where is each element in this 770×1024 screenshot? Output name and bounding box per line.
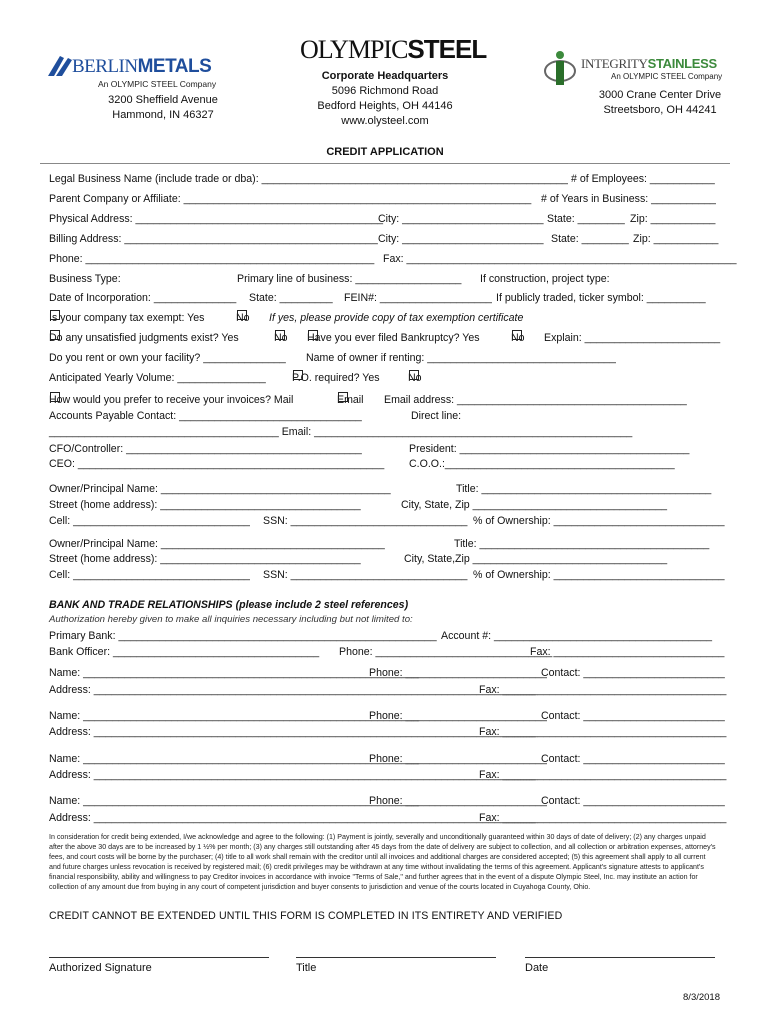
judgments-no-label: No bbox=[274, 332, 288, 344]
owner2-ssn-field[interactable]: SSN: ______________________________ bbox=[263, 569, 468, 581]
berlin-logo-text: BERLIN bbox=[72, 56, 138, 77]
authorization-note: Authorization hereby given to make all inquiries necessary including but not limited to: bbox=[49, 614, 413, 625]
title-line[interactable] bbox=[296, 957, 496, 958]
president-field[interactable]: President: _______________________________________ bbox=[409, 443, 690, 455]
physical-state-field[interactable]: State: ________ bbox=[547, 213, 625, 225]
invoice-email-label: Email bbox=[337, 394, 364, 406]
owner2-street-field[interactable]: Street (home address): __________________________________ bbox=[49, 553, 361, 565]
integrity-logo-text: INTEGRITY bbox=[581, 56, 648, 71]
owner2-name-field[interactable]: Owner/Principal Name: ______________________________________ bbox=[49, 538, 385, 550]
bank-officer-field[interactable]: Bank Officer: ___________________________________ bbox=[49, 646, 320, 658]
berlin-address-1: 3200 Sheffield Avenue bbox=[108, 94, 218, 106]
reference4-phone-field[interactable]: Phone: ________________________ bbox=[369, 795, 547, 807]
judgments-no-checkbox[interactable] bbox=[275, 330, 285, 340]
bank-fax-field[interactable]: Fax: _____________________________ bbox=[530, 646, 725, 658]
authorized-signature-label: Authorized Signature bbox=[49, 962, 152, 974]
reference4-contact-field[interactable]: Contact: ________________________ bbox=[541, 795, 725, 807]
invoice-preference-label: How would you prefer to receive your invoices? Mail bbox=[49, 394, 294, 406]
tax-exempt-no-checkbox[interactable] bbox=[237, 310, 247, 320]
ticker-symbol-field[interactable]: If publicly traded, ticker symbol: __________ bbox=[496, 292, 706, 304]
reference1-contact-field[interactable]: Contact: ________________________ bbox=[541, 667, 725, 679]
tax-exempt-label: Is your company tax exempt: Yes bbox=[49, 312, 205, 324]
ap-email-field[interactable]: _______________________________________ Email: ______________________________________________________ bbox=[49, 426, 633, 438]
judgments-label: Do any unsatisfied judgments exist? Yes bbox=[49, 332, 239, 344]
billing-state-field[interactable]: State: ________ bbox=[551, 233, 629, 245]
business-type-label: Business Type: bbox=[49, 273, 121, 285]
reference2-address-field[interactable]: Address: ___________________________________________________________________________ bbox=[49, 726, 536, 738]
form-title: CREDIT APPLICATION bbox=[326, 146, 444, 158]
po-required-yes-checkbox[interactable] bbox=[293, 370, 303, 380]
tax-exempt-yes-checkbox[interactable] bbox=[50, 310, 60, 320]
po-required-no-checkbox[interactable] bbox=[409, 370, 419, 380]
owner2-cell-field[interactable]: Cell: ______________________________ bbox=[49, 569, 250, 581]
date-label: Date bbox=[525, 962, 549, 974]
owner1-title-field[interactable]: Title: _______________________________________ bbox=[456, 483, 712, 495]
reference3-phone-field[interactable]: Phone: ________________________ bbox=[369, 753, 547, 765]
tax-exempt-no-label: No bbox=[236, 312, 250, 324]
fein-field[interactable]: FEIN#: ___________________ bbox=[344, 292, 492, 304]
reference4-fax-field[interactable]: Fax: ______________________________________ bbox=[479, 812, 727, 824]
olympic-steel-logo bbox=[300, 32, 487, 68]
stainless-logo-text: STAINLESS bbox=[647, 56, 717, 71]
physical-address-field[interactable]: Physical Address: __________________________________________ bbox=[49, 213, 384, 225]
owner1-city-state-zip-field[interactable]: City, State, Zip _________________________________ bbox=[401, 499, 668, 511]
construction-project-type-field[interactable]: If construction, project type: bbox=[480, 273, 610, 285]
owner1-ssn-field[interactable]: SSN: ______________________________ bbox=[263, 515, 468, 527]
owner1-street-field[interactable]: Street (home address): __________________________________ bbox=[49, 499, 361, 511]
reference1-phone-field[interactable]: Phone: ________________________ bbox=[369, 667, 547, 679]
billing-city-field[interactable]: City: ________________________ bbox=[378, 233, 544, 245]
years-in-business-field[interactable]: # of Years in Business: ___________ bbox=[541, 193, 716, 205]
legal-business-name-field[interactable]: Legal Business Name (include trade or dba): ____________________________________________________ bbox=[49, 173, 568, 185]
owner2-title-field[interactable]: Title: _______________________________________ bbox=[454, 538, 710, 550]
bankruptcy-no-checkbox[interactable] bbox=[512, 330, 522, 340]
invoice-mail-checkbox[interactable] bbox=[50, 392, 60, 402]
judgments-yes-checkbox[interactable] bbox=[50, 330, 60, 340]
employees-field[interactable]: # of Employees: ___________ bbox=[571, 173, 715, 185]
coo-field[interactable]: C.O.O.:_______________________________________ bbox=[409, 458, 675, 470]
ap-contact-field[interactable]: Accounts Payable Contact: _______________________________ bbox=[49, 410, 362, 422]
reference2-name-field[interactable]: Name: _________________________________________________________ bbox=[49, 710, 419, 722]
reference3-fax-field[interactable]: Fax: ______________________________________ bbox=[479, 769, 727, 781]
physical-zip-field[interactable]: Zip: ___________ bbox=[630, 213, 716, 225]
integrity-stainless-logo bbox=[543, 50, 723, 86]
berlin-tagline: An OLYMPIC STEEL Company bbox=[98, 79, 217, 89]
reference3-address-field[interactable]: Address: ___________________________________________________________________________ bbox=[49, 769, 536, 781]
integrity-tagline: An OLYMPIC STEEL Company bbox=[611, 72, 723, 81]
berlin-logo-bold: METALS bbox=[137, 56, 212, 77]
reference1-fax-field[interactable]: Fax: ______________________________________ bbox=[479, 684, 727, 696]
reference4-name-field[interactable]: Name: _________________________________________________________ bbox=[49, 795, 419, 807]
explain-field[interactable]: Explain: _______________________ bbox=[544, 332, 721, 344]
reference3-contact-field[interactable]: Contact: ________________________ bbox=[541, 753, 725, 765]
bankruptcy-no-label: No bbox=[511, 332, 525, 344]
corporate-hq-label: Corporate Headquarters bbox=[321, 70, 449, 82]
berlin-address-2: Hammond, IN 46327 bbox=[112, 109, 214, 121]
integrity-emblem-icon bbox=[543, 50, 577, 86]
berlin-swoosh-icon bbox=[46, 54, 74, 80]
bank-phone-field[interactable]: Phone: ______________________________ bbox=[339, 646, 553, 658]
owner1-cell-field[interactable]: Cell: ______________________________ bbox=[49, 515, 250, 527]
fax-field[interactable]: Fax: ________________________________________________________ bbox=[383, 253, 737, 265]
bankruptcy-label: Have you ever filed Bankruptcy? Yes bbox=[307, 332, 480, 344]
yearly-volume-field[interactable]: Anticipated Yearly Volume: _______________ bbox=[49, 372, 266, 384]
reference4-address-field[interactable]: Address: ___________________________________________________________________________ bbox=[49, 812, 536, 824]
owner1-name-field[interactable]: Owner/Principal Name: _______________________________________ bbox=[49, 483, 391, 495]
hq-website: www.olysteel.com bbox=[341, 115, 429, 127]
terms-paragraph: In consideration for credit being extended, I/we acknowledge and agree to the following: (1) Payment is jointly, severally and unconditionally guaranteed within 30 days of date of delivery; (2) any charges unpaid after the above 30 days are to be increased by 1 ½% per month; (3) any charges still outstanding after 45 days from the date of delivery are subject to collection, and all collection or arbitration expenses, attorney's fees, and court costs will be borne by the purchaser; (4) title to all work shall remain with the creditor until all invoices and additional charges are considered accepted; (5) this agreement shall apply to all current and future charges unless revocation is received by registered mail; (6) credit privileges may be withdrawn at any time without invalidating the terms of this agreement. Applicant's signature attests to applicant's financial responsibility, ability and willingness to pay Creditor invoices in accordance with invoice "Terms of Sale," and further agrees that in the event of a dispute Olympic Steel, Inc. may institute an action for collection of any amount due from buying in any court of competent jurisdiction and buyer consents to jurisdiction and venue of the courts located in Cuyahoga County, Ohio. bbox=[49, 833, 716, 891]
bank-account-field[interactable]: Account #: _____________________________________ bbox=[441, 630, 712, 642]
parent-company-field[interactable]: Parent Company or Affiliate: ___________________________________________________________ bbox=[49, 193, 532, 205]
direct-line-field[interactable]: Direct line: bbox=[411, 410, 462, 422]
reference2-fax-field[interactable]: Fax: ______________________________________ bbox=[479, 726, 727, 738]
steel-logo-text: STEEL bbox=[407, 34, 487, 64]
integrity-address-2: Streetsboro, OH 44241 bbox=[603, 104, 717, 116]
rent-own-field[interactable]: Do you rent or own your facility? ______________ bbox=[49, 352, 286, 364]
primary-bank-field[interactable]: Primary Bank: ______________________________________________________ bbox=[49, 630, 437, 642]
po-required-no-label: No bbox=[408, 372, 422, 384]
tax-exempt-note: If yes, please provide copy of tax exemption certificate bbox=[269, 312, 524, 324]
reference3-name-field[interactable]: Name: _________________________________________________________ bbox=[49, 753, 419, 765]
ceo-field[interactable]: CEO: ____________________________________________________ bbox=[49, 458, 385, 470]
billing-zip-field[interactable]: Zip: ___________ bbox=[633, 233, 719, 245]
physical-city-field[interactable]: City: ________________________ bbox=[378, 213, 544, 225]
title-divider bbox=[40, 163, 730, 164]
billing-address-field[interactable]: Billing Address: ___________________________________________ bbox=[49, 233, 378, 245]
berlin-metals-logo bbox=[46, 52, 231, 88]
cfo-controller-field[interactable]: CFO/Controller: ________________________________________ bbox=[49, 443, 362, 455]
po-required-label: P.O. required? Yes bbox=[292, 372, 380, 384]
revision-date: 8/3/2018 bbox=[683, 992, 720, 1003]
bankruptcy-yes-checkbox[interactable] bbox=[308, 330, 318, 340]
signature-line[interactable] bbox=[49, 957, 269, 958]
reference1-name-field[interactable]: Name: _________________________________________________________ bbox=[49, 667, 419, 679]
owner-if-renting-field[interactable]: Name of owner if renting: ________________________________ bbox=[306, 352, 616, 364]
phone-field[interactable]: Phone: _________________________________________________ bbox=[49, 253, 375, 265]
owner2-city-state-zip-field[interactable]: City, State,Zip _________________________________ bbox=[404, 553, 668, 565]
integrity-address-1: 3000 Crane Center Drive bbox=[598, 89, 722, 101]
primary-line-field[interactable]: Primary line of business: __________________ bbox=[237, 273, 462, 285]
reference2-contact-field[interactable]: Contact: ________________________ bbox=[541, 710, 725, 722]
title-label: Title bbox=[296, 962, 317, 974]
reference2-phone-field[interactable]: Phone: ________________________ bbox=[369, 710, 547, 722]
date-line[interactable] bbox=[525, 957, 715, 958]
hq-address-1: 5096 Richmond Road bbox=[331, 85, 439, 97]
incorporation-date-field[interactable]: Date of Incorporation: ______________ bbox=[49, 292, 237, 304]
bank-trade-heading: BANK AND TRADE RELATIONSHIPS (please include 2 steel references) bbox=[49, 599, 409, 611]
hq-address-2: Bedford Heights, OH 44146 bbox=[317, 100, 453, 112]
invoice-email-checkbox[interactable] bbox=[338, 392, 348, 402]
invoice-email-address-field[interactable]: Email address: _______________________________________ bbox=[384, 394, 687, 406]
reference1-address-field[interactable]: Address: ___________________________________________________________________________ bbox=[49, 684, 536, 696]
completion-notice: CREDIT CANNOT BE EXTENDED UNTIL THIS FORM IS COMPLETED IN ITS ENTIRETY AND VERIFIED bbox=[49, 910, 563, 922]
incorporation-state-field[interactable]: State: _________ bbox=[249, 292, 333, 304]
owner2-ownership-field[interactable]: % of Ownership: _____________________________ bbox=[473, 569, 725, 581]
olympic-logo-text: OLYMPIC bbox=[300, 35, 408, 64]
owner1-ownership-field[interactable]: % of Ownership: _____________________________ bbox=[473, 515, 725, 527]
